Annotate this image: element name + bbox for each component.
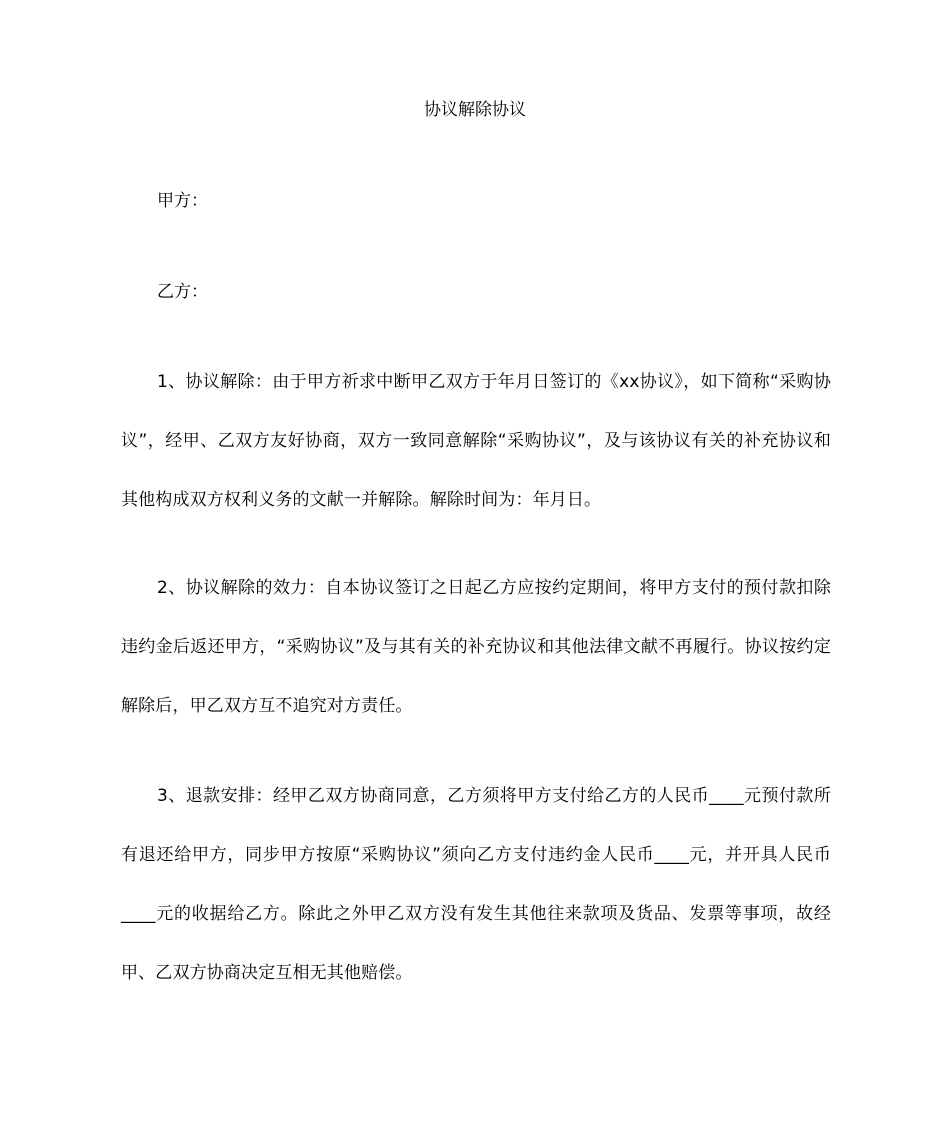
clause-refund: 3、退款安排：经甲乙双方协商同意，乙方须将甲方支付给乙方的人民币____元预付款所有退还给甲方，同步甲方按原“采购协议”须向乙方支付违约金人民币____元，并开具人民币____元的收据给乙方。除此之外甲乙双方没有发生其他往来款项及货品、发票等事项，故经甲、乙双方协商决定互相无其他赔偿。 — [121, 786, 831, 983]
clause-termination: 1、协议解除：由于甲方祈求中断甲乙双方于年月日签订的《xx协议》，如下简称“采购协议”，经甲、乙双方友好协商，双方一致同意解除“采购协议”，及与该协议有关的补充协议和其他构成双方权利义务的文献一并解除。解除时间为：年月日。 — [121, 372, 831, 510]
party-a-label: 甲方： — [157, 191, 208, 211]
clause-effect: 2、协议解除的效力：自本协议签订之日起乙方应按约定期间，将甲方支付的预付款扣除违约金后返还甲方，“采购协议”及与其有关的补充协议和其他法律文献不再履行。协议按约定解除后，甲乙双方互不追究对方责任。 — [121, 578, 831, 716]
party-b-label: 乙方： — [157, 282, 208, 302]
document-title: 协议解除协议 — [424, 100, 526, 120]
